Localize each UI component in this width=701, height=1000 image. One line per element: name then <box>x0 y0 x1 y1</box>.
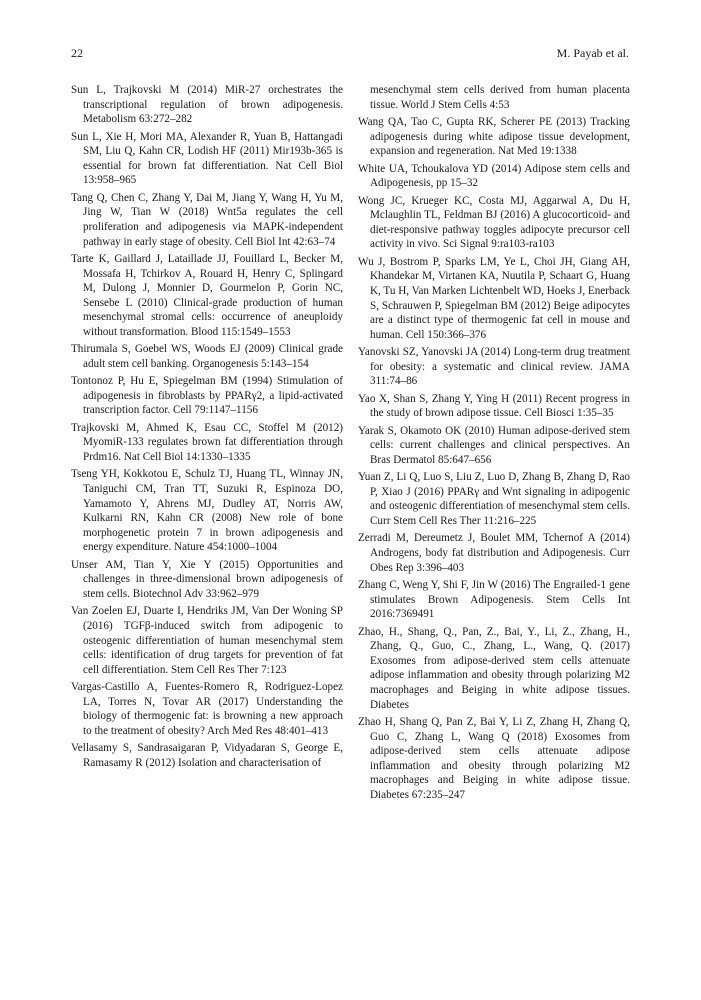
reference-entry: Tang Q, Chen C, Zhang Y, Dai M, Jiang Y, Wang H, Yu M, Jing W, Tian W (2018) Wnt5a regulates the cell proliferation and adipogenesis via MAPK-independent pathway in early stage of obesity. Cell Biol Int 42:63–74 <box>71 191 343 248</box>
reference-entry: Yuan Z, Li Q, Luo S, Liu Z, Luo D, Zhang B, Zhang D, Rao P, Xiao J (2016) PPARγ and Wnt signaling in adipogenic and osteogenic differentiation of mesenchymal stem cells. Curr Stem Cell Res Ther 11:216–225 <box>358 471 630 527</box>
reference-entry: Unser AM, Tian Y, Xie Y (2015) Opportunities and challenges in three-dimensional brown adipogenesis of stem cells. Biotechnol Adv 33:962–979 <box>71 558 343 600</box>
reference-entry: Trajkovski M, Ahmed K, Esau CC, Stoffel M (2012) MyomiR-133 regulates brown fat differentiation through Prdm16. Nat Cell Biol 14:1330–1335 <box>71 421 343 464</box>
reference-entry: Tarte K, Gaillard J, Lataillade JJ, Fouillard L, Becker M, Mossafa H, Tchirkov A, Rouard H, Henry C, Splingard M, Dulong J, Monnier D, Gourmelon P, Gorin NC, Sensebe L (2010) Clinical-grade production of human mesenchymal stromal cells: occurrence of aneuploidy without transformation. Blood 115:1549–1553 <box>71 252 343 338</box>
reference-entry: Zhang C, Weng Y, Shi F, Jin W (2016) The Engrailed-1 gene stimulates Brown Adipogenesis. Stem Cells Int 2016:7369491 <box>358 578 630 621</box>
reference-entry: Vellasamy S, Sandrasaigaran P, Vidyadaran S, George E, Ramasamy R (2012) Isolation and characterisation of <box>71 742 343 769</box>
reference-entry: Thirumala S, Goebel WS, Woods EJ (2009) Clinical grade adult stem cell banking. Organogenesis 5:143–154 <box>71 343 343 370</box>
reference-entry: Wong JC, Krueger KC, Costa MJ, Aggarwal A, Du H, Mclaughlin TL, Feldman BJ (2016) A glucocorticoid- and diet-responsive pathway toggles adipocyte precursor cell activity in vivo. Sci Signal 9:ra103-ra103 <box>358 194 630 251</box>
references-right-column <box>358 83 630 805</box>
reference-entry: Sun L, Trajkovski M (2014) MiR-27 orchestrates the transcriptional regulation of brown adipogenesis. Metabolism 63:272–282 <box>71 84 343 126</box>
reference-entry: Zhao H, Shang Q, Pan Z, Bai Y, Li Z, Zhang H, Zhang Q, Guo C, Zhang L, Wang Q (2018) Exosomes from adipose-derived stem cells attenuate adipose inflammation and obesity through polarizing M2 macrophages and Beiging in white adipose tissue. Diabetes 67:235–247 <box>358 715 630 801</box>
reference-entry: Wu J, Bostrom P, Sparks LM, Ye L, Choi JH, Giang AH, Khandekar M, Virtanen KA, Nuutila P, Schaart G, Huang K, Tu H, Van Marken Lichtenbelt WD, Hoeks J, Enerback S, Schrauwen P, Spiegelman BM (2012) Beige adipocytes are a distinct type of thermogenic fat cell in mouse and human. Cell 150:366–376 <box>358 255 630 341</box>
references-left-column <box>71 83 343 773</box>
reference-entry: Yanovski SZ, Yanovski JA (2014) Long-term drug treatment for obesity: a systematic and clinical review. JAMA 311:74–86 <box>358 346 630 388</box>
reference-entry: Yarak S, Okamoto OK (2010) Human adipose-derived stem cells: current challenges and clinical perspectives. An Bras Dermatol 85:647–656 <box>358 424 630 466</box>
reference-entry: Tseng YH, Kokkotou E, Schulz TJ, Huang TL, Winnay JN, Taniguchi CM, Tran TT, Suzuki R, Espinoza DO, Yamamoto Y, Ahrens MJ, Dudley AT, Norris AW, Kulkarni RN, Kahn CR (2008) New role of bone morphogenetic protein 7 in brown adipogenesis and energy expenditure. Nature 454:1000–1004 <box>71 468 343 554</box>
reference-entry: White UA, Tchoukalova YD (2014) Adipose stem cells and Adipogenesis, pp 15–32 <box>358 162 630 190</box>
running-head: M. Payab et al. <box>556 46 629 60</box>
reference-entry: Zerradi M, Dereumetz J, Boulet MM, Tchernof A (2014) Androgens, body fat distribution and Adipogenesis. Curr Obes Rep 3:396–403 <box>358 532 630 574</box>
page-header <box>71 46 629 66</box>
reference-entry: Tontonoz P, Hu E, Spiegelman BM (1994) Stimulation of adipogenesis in fibroblasts by PPARγ2, a lipid-activated transcription factor. Cell 79:1147–1156 <box>71 375 343 417</box>
reference-entry: Yao X, Shan S, Zhang Y, Ying H (2011) Recent progress in the study of brown adipose tissue. Cell Biosci 1:35–35 <box>358 392 630 420</box>
reference-entry-continuation: mesenchymal stem cells derived from human placenta tissue. World J Stem Cells 4:53 <box>370 84 630 111</box>
reference-entry: Van Zoelen EJ, Duarte I, Hendriks JM, Van Der Woning SP (2016) TGFβ-induced switch from adipogenic to osteogenic differentiation of human mesenchymal stem cells: identification of drug targets for prevention of fat cell differentiation. Stem Cell Res Ther 7:123 <box>71 605 343 676</box>
reference-entry: Vargas-Castillo A, Fuentes-Romero R, Rodriguez-Lopez LA, Torres N, Tovar AR (2017) Understanding the biology of thermogenic fat: is browning a new approach to the treatment of obesity? Arch Med Res 48:401–413 <box>71 681 343 737</box>
reference-entry: Sun L, Xie H, Mori MA, Alexander R, Yuan B, Hattangadi SM, Liu Q, Kahn CR, Lodish HF (2011) Mir193b-365 is essential for brown fat differentiation. Nat Cell Biol 13:958–965 <box>71 130 343 187</box>
reference-entry: Zhao, H., Shang, Q., Pan, Z., Bai, Y., Li, Z., Zhang, H., Zhang, Q., Guo, C., Zhang, L., Wang, Q. (2017) Exosomes from adipose-derived stem cells attenuate adipose inflammation and obesity through polarizing M2 macrophages and Beiging in white adipose tissues. Diabetes <box>358 625 630 711</box>
reference-entry: Wang QA, Tao C, Gupta RK, Scherer PE (2013) Tracking adipogenesis during white adipose tissue development, expansion and regeneration. Nat Med 19:1338 <box>358 115 630 158</box>
page-number: 22 <box>71 46 83 60</box>
